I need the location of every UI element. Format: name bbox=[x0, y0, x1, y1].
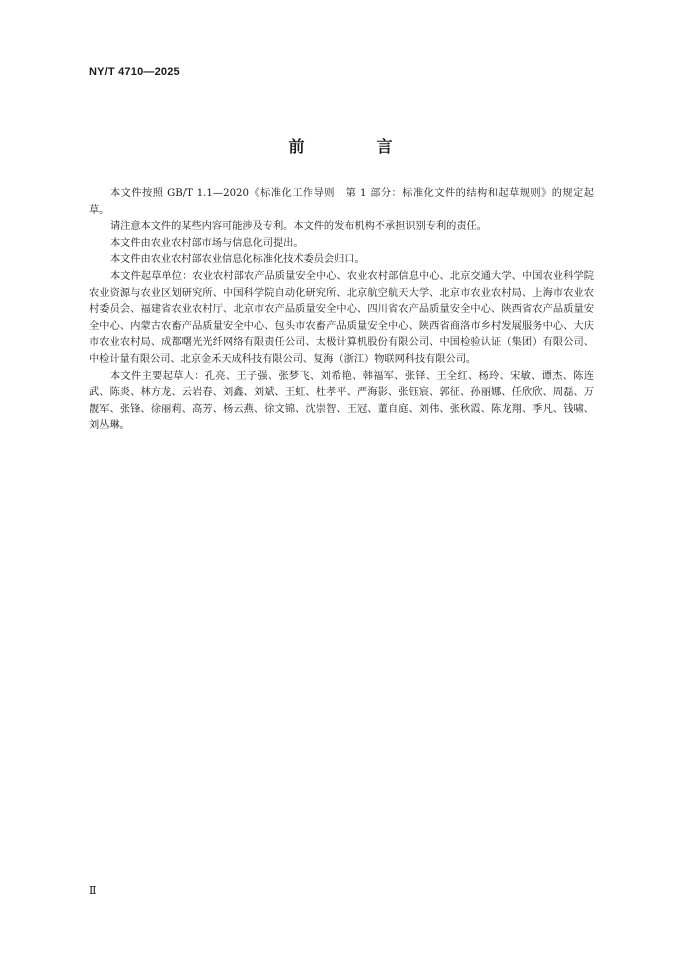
paragraph-drafting-rules: 本文件按照 GB/T 1.1—2020《标准化工作导则 第 1 部分：标准化文件的结构和起草规则》的规定起草。 bbox=[89, 188, 594, 216]
paragraph-committee: 本文件由农业农村部农业信息化标准化技术委员会归口。 bbox=[110, 254, 365, 266]
paragraph-patent-notice: 请注意本文件的某些内容可能涉及专利。本文件的发布机构不承担识别专利的责任。 bbox=[110, 221, 487, 233]
paragraph-drafters: 本文件主要起草人：孔亮、王子强、张梦飞、刘希艳、韩福军、张铎、王全红、杨玲、宋敏、谭杰、陈连武、陈炎、林方龙、云岩春、刘鑫、刘斌、王虹、杜孝平、严海影、张钰宸、郭征、孙丽娜、任欣欣、周磊、万靓军、张锋、徐丽莉、高芳、杨云燕、徐文锦、沈崇智、王冠、董自庭、刘伟、张秋霞、陈龙翔、季凡、钱啸、刘丛琳。 bbox=[89, 370, 594, 432]
paragraph-proposer: 本文件由农业农村部市场与信息化司提出。 bbox=[110, 237, 304, 249]
standard-number: NY/T 4710—2025 bbox=[89, 66, 180, 78]
foreword-body bbox=[89, 186, 594, 435]
page-title: 前 言 bbox=[288, 137, 421, 156]
paragraph-drafting-units: 本文件起草单位：农业农村部农产品质量安全中心、农业农村部信息中心、北京交通大学、中国农业科学院农业资源与农业区划研究所、中国科学院自动化研究所、北京航空航天大学、北京市农业农村局、上海市农业农村委员会、福建省农业农村厅、北京市农产品质量安全中心、四川省农产品质量安全中心、陕西省农产品质量安全中心、内蒙古农畜产品质量安全中心、包头市农畜产品质量安全中心、陕西省商洛市乡村发展服务中心、大庆市农业农村局、成都曙光光纤网络有限责任公司、太极计算机股份有限公司、中国检验认证（集团）有限公司、中检计量有限公司、北京金禾天成科技有限公司、复海（浙江）物联网科技有限公司。 bbox=[89, 270, 594, 365]
page-number: Ⅱ bbox=[89, 884, 97, 897]
